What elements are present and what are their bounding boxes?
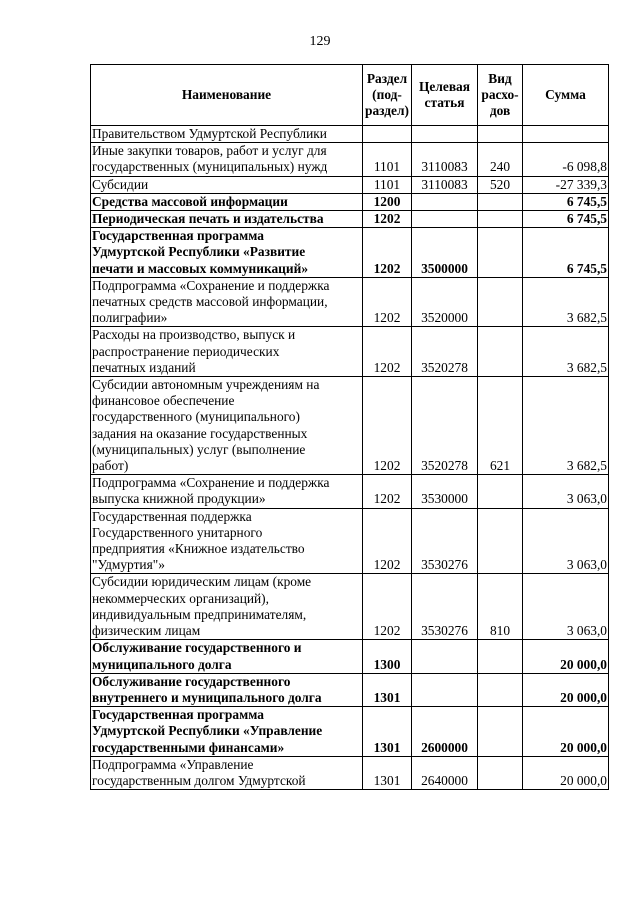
- cell-kind: [478, 193, 523, 210]
- cell-name: Государственная программа Удмуртской Республики «Управление государственными финансами»: [91, 707, 363, 757]
- cell-sum: [523, 126, 609, 143]
- table-row: [91, 176, 609, 193]
- cell-sum: 6 745,5: [523, 228, 609, 278]
- cell-section: 1202: [363, 377, 412, 475]
- cell-section: 1301: [363, 673, 412, 706]
- cell-section: 1202: [363, 211, 412, 228]
- cell-name: Иные закупки товаров, работ и услуг для государственных (муниципальных) нужд: [91, 143, 363, 176]
- table-body: [91, 126, 609, 790]
- cell-target: 2600000: [412, 707, 478, 757]
- header-sum: Сумма: [523, 65, 609, 126]
- table-row: [91, 211, 609, 228]
- cell-target: 3530000: [412, 475, 478, 508]
- cell-kind: [478, 327, 523, 377]
- table-row: [91, 673, 609, 706]
- cell-kind: [478, 211, 523, 228]
- cell-name: Государственная поддержка Государственного унитарного предприятия «Книжное издательство "Удмуртия"»: [91, 508, 363, 574]
- header-name: Наименование: [91, 65, 363, 126]
- table-row: [91, 756, 609, 789]
- cell-section: 1200: [363, 193, 412, 210]
- cell-sum: 20 000,0: [523, 707, 609, 757]
- cell-sum: 3 063,0: [523, 475, 609, 508]
- cell-section: 1202: [363, 277, 412, 327]
- cell-section: 1202: [363, 574, 412, 640]
- cell-sum: 3 682,5: [523, 377, 609, 475]
- cell-name: Расходы на производство, выпуск и распространение периодических печатных изданий: [91, 327, 363, 377]
- table-row: [91, 707, 609, 757]
- cell-name: Субсидии юридическим лицам (кроме некоммерческих организаций), индивидуальным предпринимателям, физическим лицам: [91, 574, 363, 640]
- cell-kind: [478, 707, 523, 757]
- cell-target: 3110083: [412, 176, 478, 193]
- cell-section: 1301: [363, 707, 412, 757]
- cell-sum: 6 745,5: [523, 193, 609, 210]
- cell-kind: 520: [478, 176, 523, 193]
- cell-name: Подпрограмма «Сохранение и поддержка выпуска книжной продукции»: [91, 475, 363, 508]
- cell-name: Подпрограмма «Управление государственным долгом Удмуртской: [91, 756, 363, 789]
- cell-name: Субсидии автономным учреждениям на финансовое обеспечение государственного (муниципального) задания на оказание государственных (муниципальных) услуг (выполнение работ): [91, 377, 363, 475]
- table-row: [91, 508, 609, 574]
- table-row: [91, 277, 609, 327]
- cell-sum: -27 339,3: [523, 176, 609, 193]
- table-row: [91, 377, 609, 475]
- cell-name: Обслуживание государственного и муниципального долга: [91, 640, 363, 673]
- cell-name: Субсидии: [91, 176, 363, 193]
- cell-sum: -6 098,8: [523, 143, 609, 176]
- cell-section: 1301: [363, 756, 412, 789]
- cell-name: Государственная программа Удмуртской Республики «Развитие печати и массовых коммуникаций»: [91, 228, 363, 278]
- cell-kind: 240: [478, 143, 523, 176]
- cell-target: 3110083: [412, 143, 478, 176]
- table-row: [91, 475, 609, 508]
- table-row: [91, 574, 609, 640]
- cell-sum: 20 000,0: [523, 756, 609, 789]
- cell-target: [412, 640, 478, 673]
- cell-sum: 3 063,0: [523, 574, 609, 640]
- cell-kind: [478, 228, 523, 278]
- cell-kind: [478, 756, 523, 789]
- cell-name: Периодическая печать и издательства: [91, 211, 363, 228]
- cell-name: Средства массовой информации: [91, 193, 363, 210]
- cell-sum: 3 682,5: [523, 327, 609, 377]
- cell-section: 1202: [363, 327, 412, 377]
- header-section: Раздел (под- раздел): [363, 65, 412, 126]
- cell-target: [412, 211, 478, 228]
- cell-sum: 20 000,0: [523, 640, 609, 673]
- cell-target: 3520278: [412, 377, 478, 475]
- table-row: [91, 126, 609, 143]
- budget-table: [90, 64, 609, 790]
- cell-target: [412, 126, 478, 143]
- table-row: [91, 228, 609, 278]
- cell-kind: [478, 640, 523, 673]
- header-row: [91, 65, 609, 126]
- cell-kind: [478, 508, 523, 574]
- cell-kind: [478, 277, 523, 327]
- cell-kind: 810: [478, 574, 523, 640]
- cell-target: 3500000: [412, 228, 478, 278]
- cell-target: 2640000: [412, 756, 478, 789]
- cell-sum: 3 063,0: [523, 508, 609, 574]
- cell-name: Подпрограмма «Сохранение и поддержка печатных средств массовой информации, полиграфии»: [91, 277, 363, 327]
- cell-name: Обслуживание государственного внутреннего и муниципального долга: [91, 673, 363, 706]
- cell-target: 3520278: [412, 327, 478, 377]
- cell-sum: 3 682,5: [523, 277, 609, 327]
- cell-target: [412, 673, 478, 706]
- table-row: [91, 327, 609, 377]
- cell-section: 1202: [363, 475, 412, 508]
- cell-kind: [478, 673, 523, 706]
- table-row: [91, 143, 609, 176]
- cell-section: 1101: [363, 176, 412, 193]
- cell-section: 1202: [363, 228, 412, 278]
- header-target: Целевая статья: [412, 65, 478, 126]
- cell-target: [412, 193, 478, 210]
- cell-kind: [478, 475, 523, 508]
- table-row: [91, 193, 609, 210]
- header-kind: Вид расхо- дов: [478, 65, 523, 126]
- cell-target: 3520000: [412, 277, 478, 327]
- cell-section: 1101: [363, 143, 412, 176]
- cell-section: 1202: [363, 508, 412, 574]
- cell-sum: 20 000,0: [523, 673, 609, 706]
- cell-name: Правительством Удмуртской Республики: [91, 126, 363, 143]
- cell-target: 3530276: [412, 508, 478, 574]
- cell-section: [363, 126, 412, 143]
- cell-kind: [478, 126, 523, 143]
- cell-target: 3530276: [412, 574, 478, 640]
- page-number: 129: [309, 34, 331, 49]
- cell-kind: 621: [478, 377, 523, 475]
- table-row: [91, 640, 609, 673]
- cell-sum: 6 745,5: [523, 211, 609, 228]
- cell-section: 1300: [363, 640, 412, 673]
